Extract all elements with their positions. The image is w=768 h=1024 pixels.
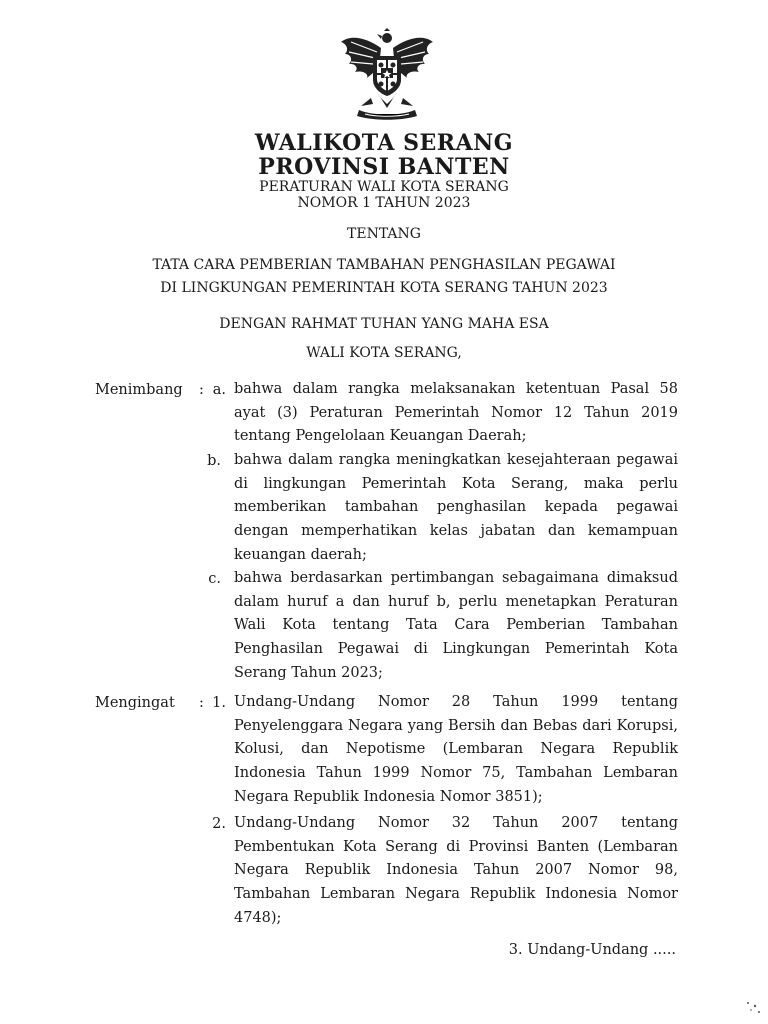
garuda-emblem-icon: [337, 28, 437, 120]
mengingat-item-2-marker: 2.: [212, 816, 226, 832]
mengingat-item-1-marker: 1.: [212, 695, 226, 711]
next-page-reference: 3. Undang-Undang .....: [508, 942, 676, 958]
menimbang-item-c-text: bahwa berdasarkan pertimbangan sebagaimana dimaksud dalam huruf a dan huruf b, perlu menetapkan Peraturan Wali Kota tentang Tata Cara Pemberian Tambahan Penghasilan Pegawai di Lingkungan Pemerintah Kota Serang Tahun 2023;: [234, 570, 678, 681]
menimbang-label: Menimbang: [95, 382, 183, 398]
menimbang-item-a-marker: a.: [212, 382, 226, 398]
title-line-1: WALIKOTA SERANG: [254, 130, 514, 156]
mayor-line: WALI KOTA SERANG,: [306, 345, 462, 361]
menimbang-item-b-marker: b.: [207, 453, 221, 469]
subject-line-2: DI LINGKUNGAN PEMERINTAH KOTA SERANG TAHUN 2023: [160, 280, 608, 296]
blessing-line: DENGAN RAHMAT TUHAN YANG MAHA ESA: [219, 316, 549, 332]
menimbang-colon: :: [199, 382, 204, 398]
mengingat-label: Mengingat: [95, 695, 175, 711]
regulation-name: PERATURAN WALI KOTA SERANG: [259, 179, 509, 195]
mengingat-item-1-text: Undang-Undang Nomor 28 Tahun 1999 tentang Penyelenggara Negara yang Bersih dan Bebas dari Korupsi, Kolusi, dan Nepotisme (Lembaran Negara Republik Indonesia Tahun 1999 Nomor 75, Tambahan Lembaran Negara Republik Indonesia Nomor 3851);: [234, 694, 678, 805]
regulation-number: NOMOR 1 TAHUN 2023: [297, 195, 471, 211]
mengingat-item-2-text: Undang-Undang Nomor 32 Tahun 2007 tentang Pembentukan Kota Serang di Provinsi Banten (Lembaran Negara Republik Indonesia Tahun 2007 Nomor 98, Tambahan Lembaran Negara Republik Indonesia Nomor 4748);: [234, 815, 678, 926]
title-line-2: PROVINSI BANTEN: [258, 154, 510, 180]
menimbang-item-a-text: bahwa dalam rangka melaksanakan ketentuan Pasal 58 ayat (3) Peraturan Pemerintah Nomor 12 Tahun 2019 tentang Pengelolaan Keuangan Daerah;: [234, 381, 678, 445]
menimbang-item-b-text: bahwa dalam rangka meningkatkan kesejahteraan pegawai di lingkungan Pemerintah Kota Serang, maka perlu memberikan tambahan penghasilan kepada pegawai dengan memperhatikan kelas jabatan dan kemampuan keuangan daerah;: [234, 452, 678, 563]
menimbang-item-c-marker: c.: [208, 571, 221, 587]
mengingat-colon: :: [199, 695, 204, 711]
scan-speck-icon: [744, 1000, 762, 1014]
subject-line-1: TATA CARA PEMBERIAN TAMBAHAN PENGHASILAN PEGAWAI: [152, 257, 616, 273]
about-heading: TENTANG: [347, 226, 421, 242]
